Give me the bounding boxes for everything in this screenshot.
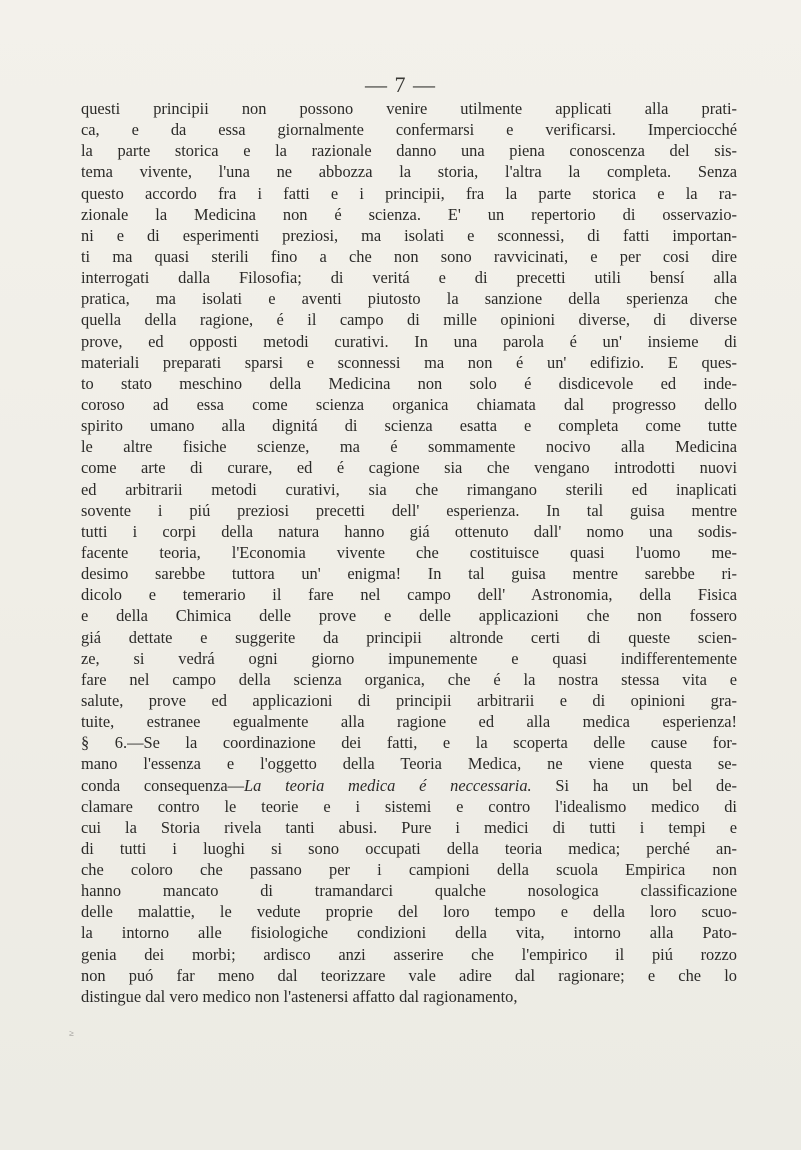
text-line: tema vivente, l'una ne abbozza la storia, l'altra la completa. Senza: [81, 162, 737, 182]
text-line: ze, si vedrá ogni giorno impunemente e quasi indifferentemente: [81, 648, 737, 668]
text-line: zionale la Medicina non é scienza. E' un repertorio di osservazio-: [81, 204, 737, 224]
text-line: facente teoria, l'Economia vivente che costituisce quasi l'uomo me-: [81, 542, 737, 562]
text-segment: Si ha un bel de-: [531, 775, 737, 795]
text-line: questo accordo fra i fatti e i principii, fra la parte storica e la ra-: [81, 183, 737, 203]
text-line: non puó far meno dal teorizzare vale adire dal ragionare; e che lo: [81, 965, 737, 985]
text-line: la intorno alle fisiologiche condizioni della vita, intorno alla Pato-: [81, 923, 737, 943]
text-line: tutti i corpi della natura hanno giá ottenuto dall' nomo una sodis-: [81, 521, 737, 541]
text-line: spirito umano alla dignitá di scienza esatta e completa come tutte: [81, 416, 737, 436]
text-line: genia dei morbi; ardisco anzi asserire che l'empirico il piú rozzo: [81, 944, 737, 964]
text-line: § 6.—Se la coordinazione dei fatti, e la scoperta delle cause for-: [81, 733, 737, 753]
text-line: e della Chimica delle prove e delle applicazioni che non fossero: [81, 606, 737, 626]
text-line: distingue dal vero medico non l'astenersi affatto dal ragionamento,: [81, 986, 518, 1006]
text-line: interrogati dalla Filosofia; di veritá e di precetti utili bensí alla: [81, 268, 737, 288]
text-line: materiali preparati sparsi e sconnessi ma non é un' edifizio. E ques-: [81, 352, 737, 372]
text-line: ed arbitrarii metodi curativi, sia che rimangano sterili ed inaplicati: [81, 479, 737, 499]
text-line: fare nel campo della scienza organica, che é la nostra stessa vita e: [81, 669, 737, 689]
text-line: coroso ad essa come scienza organica chiamata dal progresso dello: [81, 394, 737, 414]
text-line: sovente i piú preziosi precetti dell' esperienza. In tal guisa mentre: [81, 500, 737, 520]
body-text: [81, 98, 737, 1007]
text-line: questi principii non possono venire utilmente applicati alla prati-: [81, 99, 737, 118]
text-line: che coloro che passano per i campioni della scuola Empirica non: [81, 860, 737, 880]
text-line: clamare contro le teorie e i sistemi e contro l'idealismo medico di: [81, 796, 737, 816]
margin-mark: ≥: [69, 1028, 74, 1038]
text-line: come arte di curare, ed é cagione sia che vengano introdotti nuovi: [81, 458, 737, 478]
text-line: ca, e da essa giornalmente confermarsi e verificarsi. Imperciocché: [81, 120, 737, 140]
text-line: to stato meschino della Medicina non solo é disdicevole ed inde-: [81, 373, 737, 393]
text-line-with-italic: [81, 775, 737, 796]
text-line: cui la Storia rivela tanti abusi. Pure i medici di tutti i tempi e: [81, 817, 737, 837]
text-line: tuite, estranee egualmente alla ragione ed alla medica esperienza!: [81, 712, 737, 732]
text-line: la parte storica e la razionale danno una piena conoscenza del sis-: [81, 141, 737, 161]
text-line: mano l'essenza e l'oggetto della Teoria Medica, ne viene questa se-: [81, 754, 737, 774]
text-line: ti ma quasi sterili fino a che non sono ravvicinati, e per cosi dire: [81, 246, 737, 266]
text-line: desimo sarebbe tuttora un' enigma! In tal guisa mentre sarebbe ri-: [81, 564, 737, 584]
text-line: quella della ragione, é il campo di mille opinioni diverse, di diverse: [81, 310, 737, 330]
text-line: le altre fisiche scienze, ma é sommamente nocivo alla Medicina: [81, 437, 737, 457]
text-line: prove, ed opposti metodi curativi. In una parola é un' insieme di: [81, 331, 737, 351]
italic-phrase: La teoria medica é neccessaria.: [244, 775, 532, 795]
text-line: hanno mancato di tramandarci qualche nosologica classificazione: [81, 881, 737, 901]
text-line: delle malattie, le vedute proprie del loro tempo e della loro scuo-: [81, 902, 737, 922]
text-line: pratica, ma isolati e aventi piutosto la sanzione della sperienza che: [81, 289, 737, 309]
text-line: ni e di esperimenti preziosi, ma isolati e sconnessi, di fatti importan-: [81, 225, 737, 245]
page-number: — 7 —: [365, 72, 436, 97]
text-segment: conda consequenza—: [81, 775, 245, 795]
text-line: dicolo e temerario il fare nel campo dell' Astronomia, della Fisica: [81, 585, 737, 605]
text-line: giá dettate e suggerite da principii altronde certi di queste scien-: [81, 627, 737, 647]
text-line: salute, prove ed applicazioni di principii arbitrarii e di opinioni gra-: [81, 690, 737, 710]
text-line: di tutti i luoghi si sono occupati della teoria medica; perché an-: [81, 838, 737, 858]
